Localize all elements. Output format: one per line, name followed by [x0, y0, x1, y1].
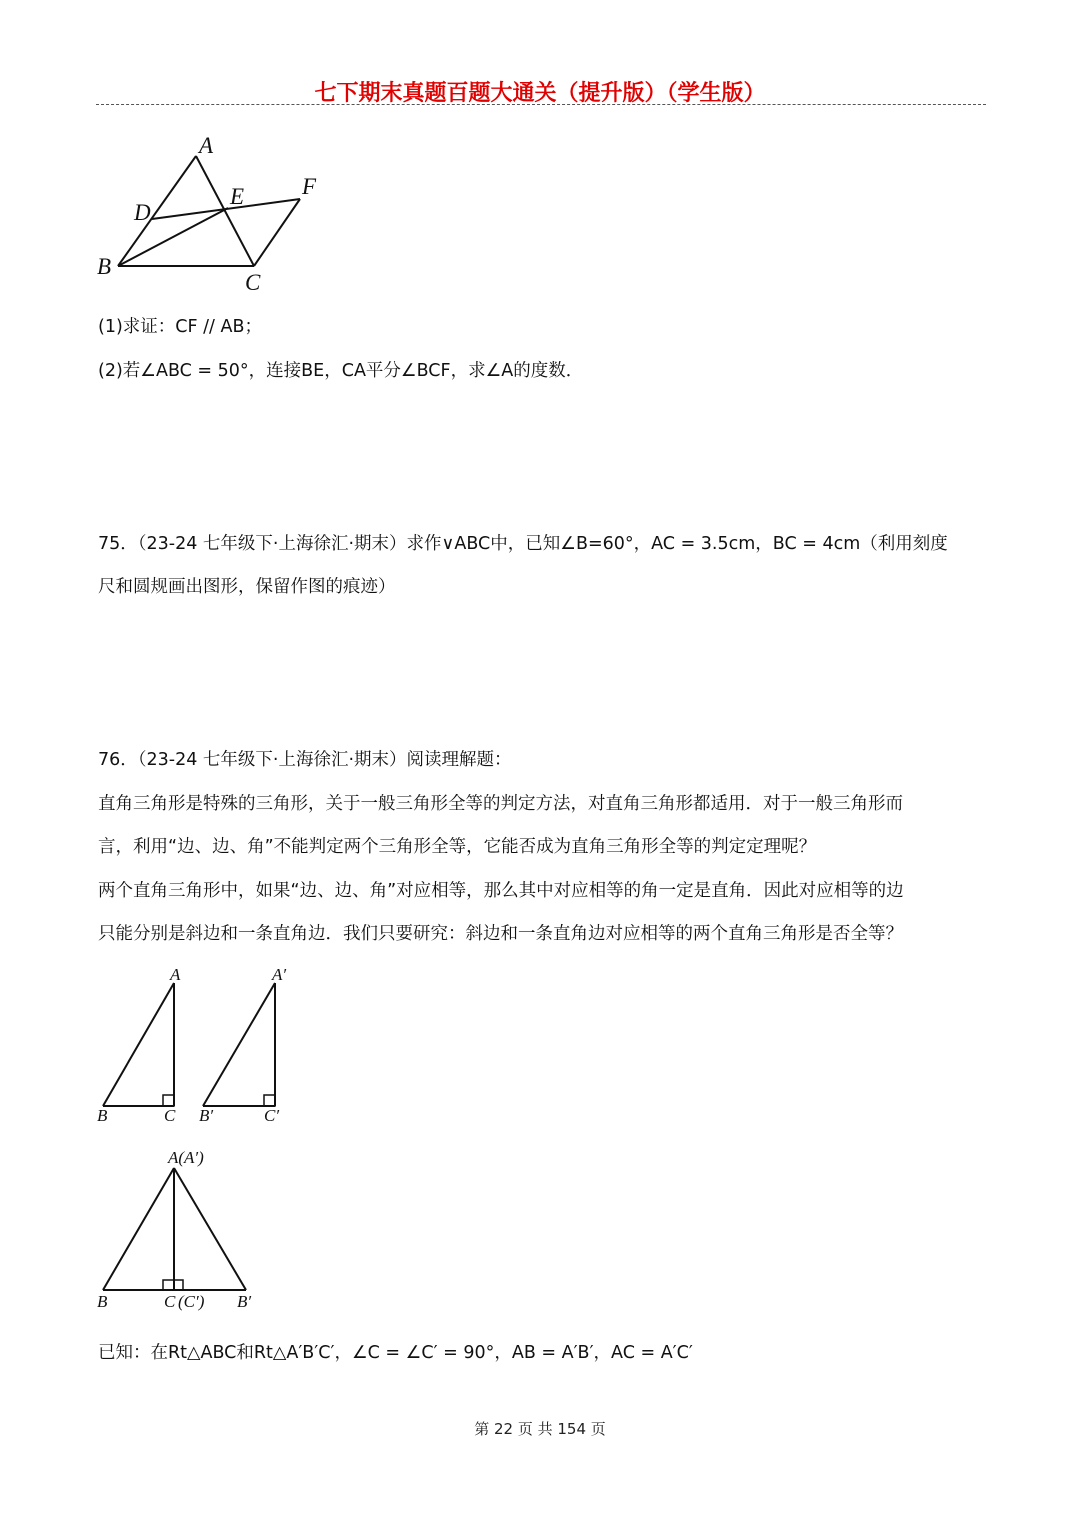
- q74-part1: (1)求证：CF // AB；: [98, 317, 262, 337]
- label-a-a-prime: A(A′): [168, 1148, 204, 1167]
- label-right-c: C′: [264, 1106, 280, 1125]
- document-header-title: 七下期末真题百题大通关（提升版）（学生版）: [314, 81, 766, 106]
- figure-combined-triangle: [90, 1140, 270, 1316]
- label-right-b: B′: [199, 1106, 214, 1125]
- right-hypotenuse: [203, 983, 275, 1106]
- figure-triangle-abc-def: [90, 128, 350, 300]
- right-angle-mark-left: [163, 1280, 174, 1290]
- q75-line2: 尺和圆规画出图形，保留作图的痕迹）: [98, 577, 396, 597]
- left-hypotenuse: [103, 983, 174, 1106]
- label-d: D: [134, 200, 151, 225]
- page-number-footer: 第 22 页 共 154 页: [474, 1420, 606, 1438]
- q76-heading: 76．（23-24 七年级下·上海徐汇·期末）阅读理解题：: [98, 750, 512, 770]
- label-b: B: [97, 1292, 108, 1311]
- label-b: B: [97, 254, 112, 279]
- label-left-c: C: [164, 1106, 176, 1125]
- label-right-a: A′: [272, 965, 287, 984]
- right-right-angle-mark: [264, 1095, 275, 1106]
- header-dashed-rule: [96, 104, 986, 105]
- label-b-prime: B′: [237, 1292, 252, 1311]
- figure-two-right-triangles: [90, 960, 310, 1130]
- label-c-prime: (C′): [178, 1292, 205, 1311]
- side-ab-prime: [174, 1168, 246, 1290]
- segment-ab: [118, 156, 196, 266]
- q76-paragraph1-line2: 言，利用“边、边、角”不能判定两个三角形全等，它能否成为直角三角形全等的判定定理呢？: [98, 837, 817, 857]
- right-angle-mark-right: [174, 1280, 183, 1290]
- q74-part2: (2)若∠ABC = 50°，连接BE，CA平分∠BCF，求∠A的度数．: [98, 361, 584, 381]
- label-c: C: [245, 270, 261, 295]
- q76-paragraph2-line1: 两个直角三角形中，如果“边、边、角”对应相等，那么其中对应相等的角一定是直角．因此对应相等的边: [98, 881, 904, 901]
- segment-cf: [254, 199, 300, 266]
- label-e: E: [230, 184, 245, 209]
- left-right-angle-mark: [163, 1095, 174, 1106]
- label-left-b: B: [97, 1106, 108, 1125]
- label-f: F: [302, 174, 317, 199]
- q76-paragraph2-line2: 只能分别是斜边和一条直角边．我们只要研究：斜边和一条直角边对应相等的两个直角三角形是否全等？: [98, 924, 903, 944]
- q76-paragraph1-line1: 直角三角形是特殊的三角形，关于一般三角形全等的判定方法，对直角三角形都适用．对于一般三角形而: [98, 794, 903, 814]
- side-ab: [103, 1168, 174, 1290]
- q76-given: 已知：在Rt△ABC和Rt△A′B′C′，∠C = ∠C′ = 90°，AB = A′B′，AC = A′C′: [98, 1343, 693, 1363]
- label-a: A: [199, 133, 214, 158]
- label-c: C: [164, 1292, 176, 1311]
- label-left-a: A: [170, 965, 181, 984]
- q75-line1: 75．（23-24 七年级下·上海徐汇·期末）求作∨ABC中，已知∠B=60°，AC = 3.5cm，BC = 4cm（利用刻度: [98, 534, 948, 554]
